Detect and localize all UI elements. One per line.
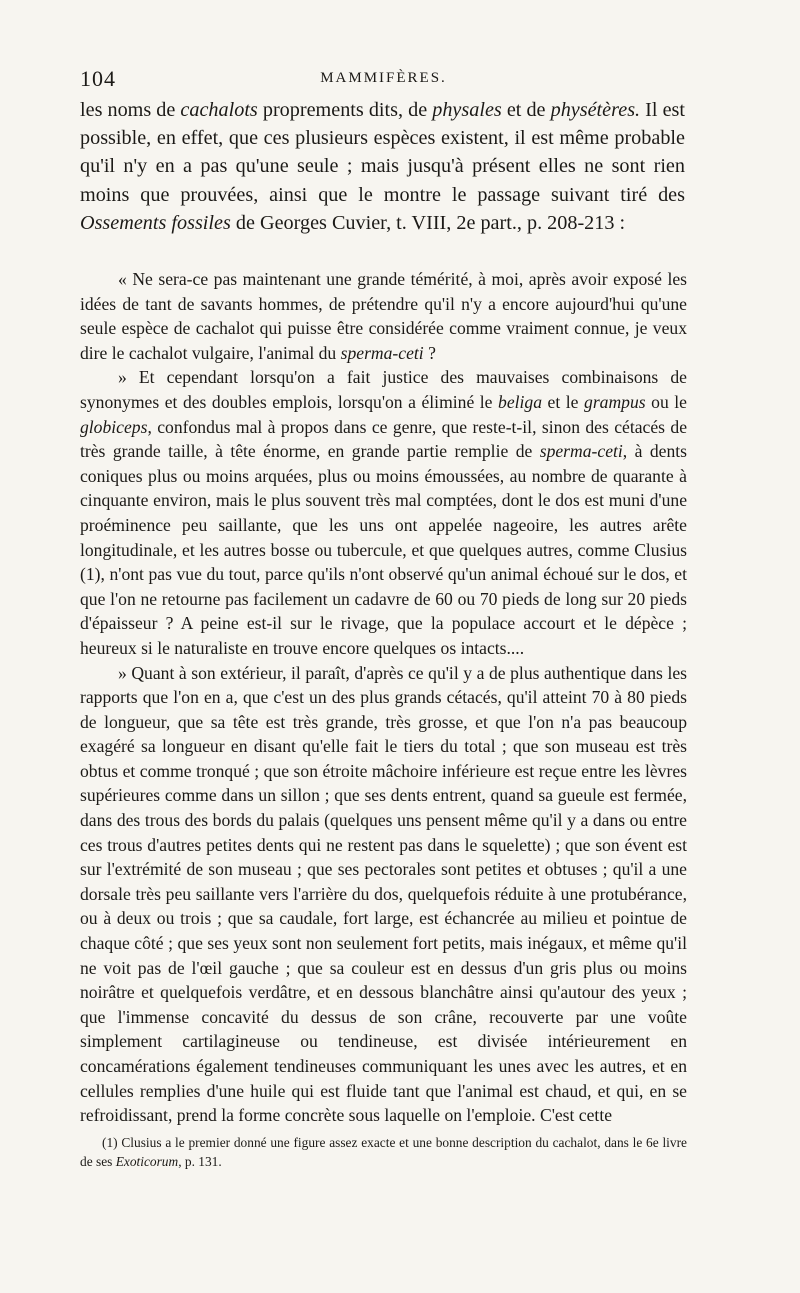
cuvier-quotation (80, 267, 687, 1128)
intro-paragraph (80, 96, 685, 237)
page-number: 104 (80, 66, 116, 91)
footnote-text: (1) Clusius a le premier donné une figure assez exacte et une bonne description du cachalot, dans le 6e livre de ses Exoticorum, p. 131. (80, 1135, 687, 1169)
quote-paragraph-1: « Ne sera-ce pas maintenant une grande témérité, à moi, après avoir exposé les idées de tant de savants hommes, de prétendre qu'il n'y a encore aujourd'hui qu'une seule espèce de cachalot qui puisse être considérée comme vraiment connue, je veux dire le cachalot vulgaire, l'animal du sperma-ceti ? (80, 269, 687, 363)
footnote (80, 1133, 687, 1171)
running-title: MAMMIFÈRES. (320, 70, 447, 86)
footnote-separator (80, 1120, 170, 1121)
intro-text: les noms de cachalots proprements dits, de physales et de physétères. Il est possible, en effet, que ces plusieurs espèces existent, il est même probable qu'il n'y en a pas qu'une seule ; mais jusqu'à présent elles ne sont rien moins que prouvées, ainsi que le montre le passage suivant tiré des Ossements fossiles de Georges Cuvier, t. VIII, 2e part., p. 208-213 : (80, 99, 685, 234)
quote-paragraph-3: » Quant à son extérieur, il paraît, d'après ce qu'il y a de plus authentique dans les rapports que l'on en a, que c'est un des plus grands cétacés, qu'il atteint 70 à 80 pieds de longueur, que sa tête est très grande, très grosse, et que l'on n'a pas beaucoup exagéré sa longueur en disant qu'elle fait le tiers du total ; que son museau est très obtus et comme tronqué ; que son étroite mâchoire inférieure est reçue entre les lèvres supérieures comme dans un sillon ; que ses dents entrent, quand sa gueule est fermée, dans des trous des bords du palais (quelques uns pensent même qu'il y a dans ou entre ces trous d'autres petites dents qui ne restent pas dans le squelette) ; que son évent est sur l'extrémité de son museau ; que ses pectorales sont petites et obtuses ; qu'il a une dorsale très peu saillante vers l'arrière du dos, quelquefois réduite à une protubérance, ou à deux ou trois ; que sa caudale, fort large, est échancrée au milieu et pointue de chaque côté ; que ses yeux sont non seulement fort petits, mais inégaux, et même qu'il ne voit pas de l'œil gauche ; que sa couleur est en dessus d'un gris plus ou moins noirâtre et quelquefois verdâtre, et en dessous blanchâtre ainsi qu'autour des yeux ; que l'immense concavité du dessus de son crâne, recouverte par une voûte simplement cartilagineuse ou tendineuse, est divisée intérieurement en concamérations également tendineuses communiquant les unes avec les autres, et en cellules remplies d'une huile qui est fluide tant que l'animal est chaud, et qui, en se refroidissant, prend la forme concrète sous laquelle on l'emploie. C'est cette (80, 662, 687, 1126)
page-header (80, 66, 687, 96)
quote-paragraph-2: » Et cependant lorsqu'on a fait justice des mauvaises combinaisons de synonymes et des doubles emplois, lorsqu'on a éliminé le beliga et le grampus ou le globiceps, confondus mal à propos dans ce genre, que reste-t-il, sinon des cétacés de très grande taille, à tête énorme, en grande partie remplie de sperma-ceti, à dents coniques plus ou moins arquées, plus ou moins émoussées, au nombre de quarante à cinquante environ, mais le plus souvent très mal comptées, dont le dos est muni d'une proéminence peu saillante, que les uns ont appelée nageoire, les autres arête longitudinale, et les autres bosse ou tubercule, et que quelques autres, comme Clusius (1), n'ont pas vue du tout, parce qu'ils n'ont observé qu'un animal échoué sur le dos, et que l'on ne retourne pas facilement un cadavre de 60 ou 70 pieds de long sur 20 pieds d'épaisseur ? A peine est-il sur le rivage, que la populace accourt et le dépèce ; heureux si le naturaliste en trouve encore quelques os intacts.... (80, 367, 687, 658)
